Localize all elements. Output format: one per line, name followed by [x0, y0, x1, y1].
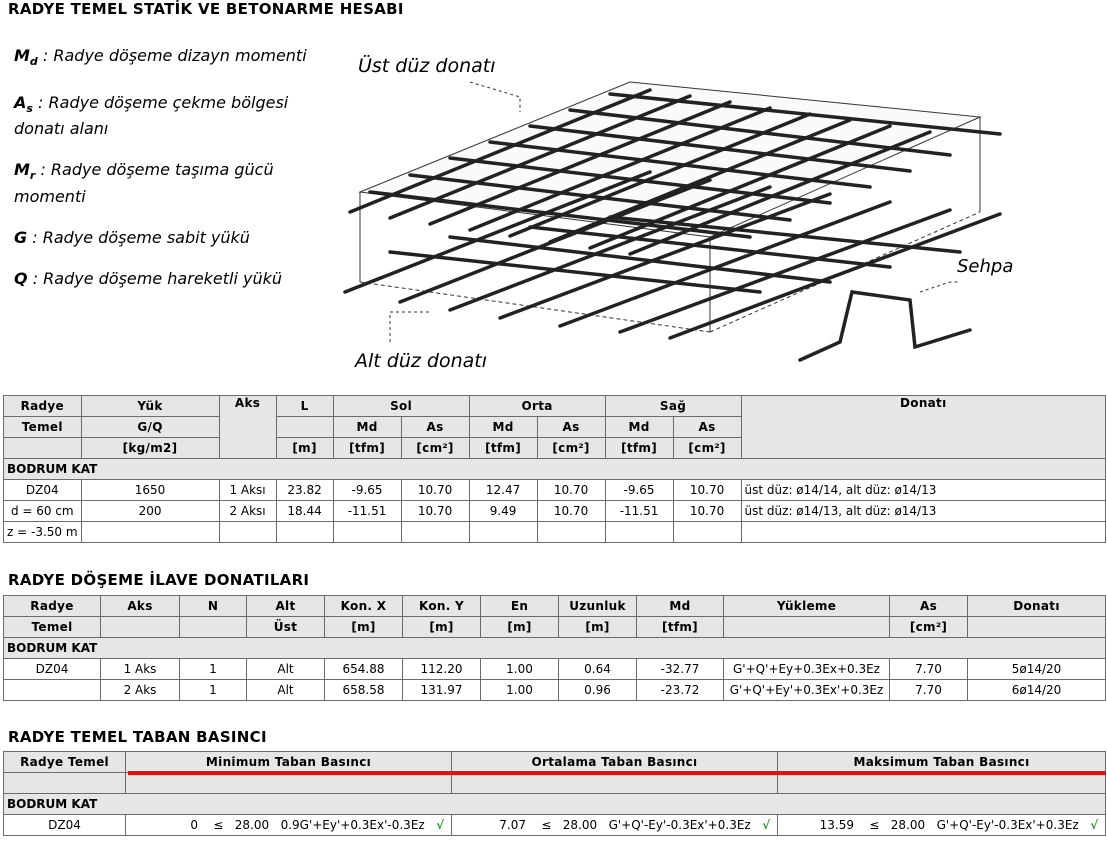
- check-icon: √: [762, 818, 771, 832]
- legend-item-q: Q : Radye döşeme hareketli yükü: [14, 268, 283, 288]
- raft-table: [3, 395, 1106, 543]
- table-row: d = 60 cm 200 2 Aksı 18.44 -11.51 10.70 9.49 10.70 -11.51 10.70 üst düz: ø14/13, alt düz: ø14/13: [4, 501, 1106, 522]
- raft-table-header-1: Radye Yük Aks L Sol Orta Sağ Donatı: [4, 396, 1106, 417]
- section-label: BODRUM KAT: [4, 459, 1106, 480]
- min-pressure: 0 ≤ 28.00 0.9G'+Ey'+0.3Ex'-0.3Ez √: [126, 815, 452, 836]
- max-pressure: 13.59 ≤ 28.00 G'+Q'-Ey'-0.3Ex'+0.3Ez √: [778, 815, 1106, 836]
- table-row: z = -3.50 m: [4, 522, 1106, 543]
- raft-table-header-3: [kg/m2] [m] [tfm] [cm²] [tfm] [cm²] [tfm] [cm²]: [4, 438, 1106, 459]
- section3-title: RADYE TEMEL TABAN BASINCI: [8, 728, 267, 746]
- check-icon: √: [436, 818, 445, 832]
- legend-item-as: $A_s$ : Radye döşeme çekme bölgesi donatı alanı: [14, 93, 289, 139]
- bottom-rebar-label: Alt düz donatı: [355, 350, 487, 372]
- symbol-legend: [14, 46, 314, 310]
- table-row: DZ04 1 Aks 1 Alt 654.88 112.20 1.00 0.64 -32.77 G'+Q'+Ey+0.3Ex+0.3Ez 7.70 5ø14/20: [4, 659, 1106, 680]
- legend-item-md: $M_d$ : Radye döşeme dizayn momenti: [14, 46, 307, 69]
- section-label: BODRUM KAT: [4, 638, 1106, 659]
- raft-table-header-2: Temel G/Q Md As Md As Md As: [4, 417, 1106, 438]
- sehpa-label: Sehpa: [957, 256, 1014, 277]
- table-row: DZ04 0 ≤ 28.00 0.9G'+Ey'+0.3Ex'-0.3Ez √ 7.07 ≤ 28.00 G'+Q'-Ey'-0.3Ex'+0.3Ez √ 13.59 ≤ 28.00 G'+Q'-Ey'-0.3Ex'+0.3Ez √: [4, 815, 1106, 836]
- legend-item-g: G : Radye döşeme sabit yükü: [14, 227, 250, 247]
- page-title: RADYE TEMEL STATİK VE BETONARME HESABI: [8, 0, 404, 18]
- table-row: 2 Aks 1 Alt 658.58 131.97 1.00 0.96 -23.72 G'+Q'+Ey'+0.3Ex'+0.3Ez 7.70 6ø14/20: [4, 680, 1106, 701]
- check-icon: √: [1090, 818, 1099, 832]
- section2-title: RADYE DÖŞEME İLAVE DONATILARI: [8, 571, 310, 589]
- sehpa-chair: [800, 292, 970, 360]
- section-label: BODRUM KAT: [4, 794, 1106, 815]
- rebar-diagram: [330, 42, 1030, 382]
- table-row: DZ04 1650 1 Aksı 23.82 -9.65 10.70 12.47 10.70 -9.65 10.70 üst düz: ø14/14, alt düz: ø14/13: [4, 480, 1106, 501]
- base-pressure-table: Radye Temel Minimum Taban Basıncı Ortalama Taban Basıncı Maksimum Taban Basıncı BODRUM KAT DZ04 0 ≤ 28.00 0.9G'+Ey'+0.3Ex'-0.3Ez √ 7.07 ≤ 28.00 G'+Q'-Ey'-0.3Ex'+0.3Ez √ 13.59 ≤ 28.00 G'+Q'-Ey'-0.3Ex'+0.3Ez √: [3, 751, 1106, 836]
- avg-pressure: 7.07 ≤ 28.00 G'+Q'-Ey'-0.3Ex'+0.3Ez √: [452, 815, 778, 836]
- top-rebar-label: Üst düz donatı: [358, 55, 496, 77]
- additional-rebar-table: Radye Aks N Alt Kon. X Kon. Y En Uzunluk Md Yükleme As Donatı Temel Üst [m] [m] [m] [m] [tfm] [cm²] BODRUM KAT DZ04 1 Aks 1 Alt 654.88 112.20 1.00 0.64 -32.77 G'+Q'+Ey+0.3Ex+0.3Ez 7.70 5ø14/20 2 Aks 1 Alt 658.58 131.97 1.00 0.96 -23.72 G'+Q'+Ey'+0.3Ex'+0.3Ez 7.70 6ø14/20: [3, 595, 1106, 701]
- red-underline: [128, 771, 1106, 775]
- legend-item-mr: $M_r$ : Radye döşeme taşıma gücü momenti: [14, 160, 274, 206]
